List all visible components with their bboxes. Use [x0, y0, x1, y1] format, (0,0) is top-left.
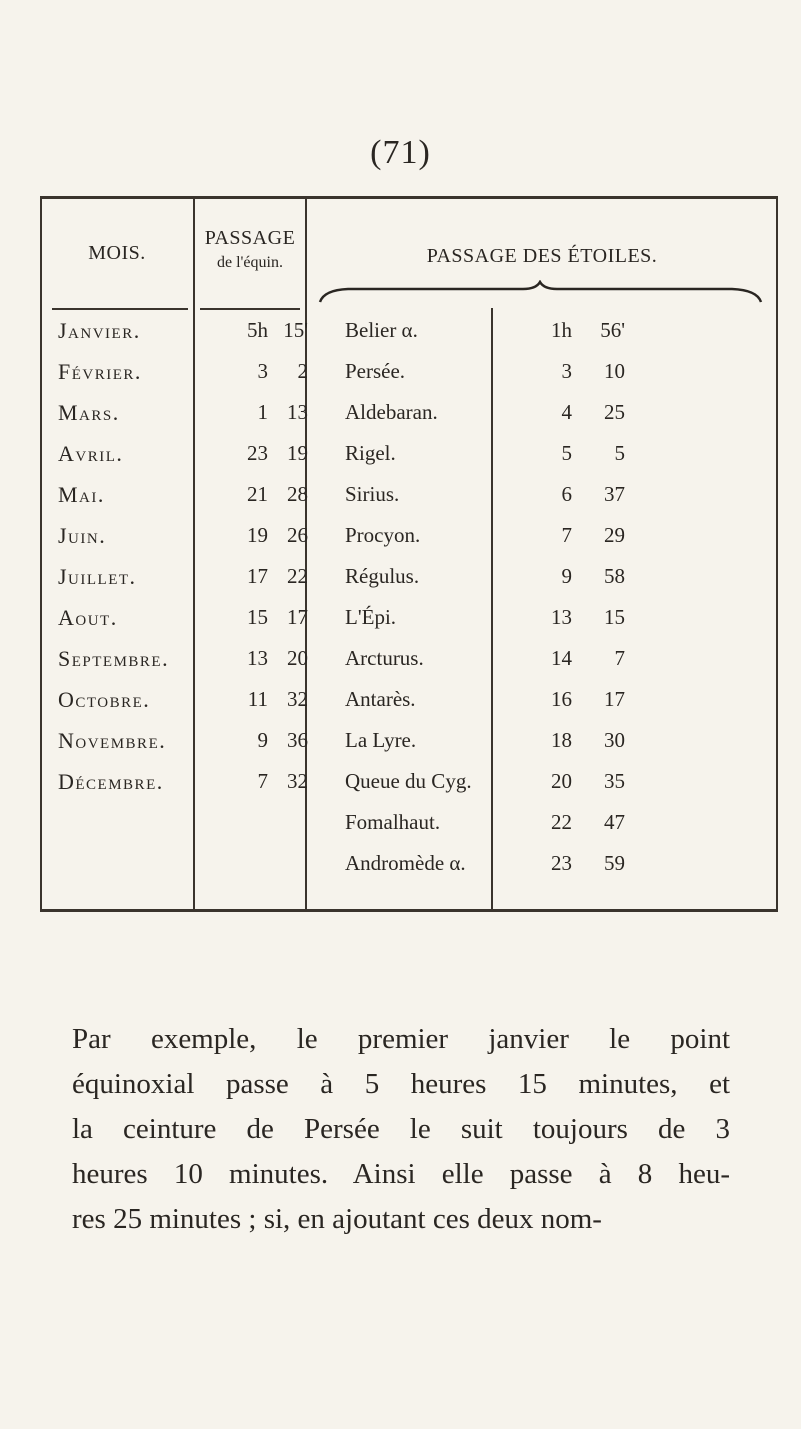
- month-cell: Décembre.: [58, 769, 164, 794]
- star-name-cell: Sirius.: [345, 482, 400, 506]
- equin-hours-cell: 5h: [247, 318, 268, 342]
- month-cell: Octobre.: [58, 687, 151, 712]
- star-minutes-cell: 17: [604, 687, 625, 711]
- star-name-cell: Antarès.: [345, 687, 416, 711]
- month-cell: Avril.: [58, 441, 124, 466]
- equin-minutes-cell: 17: [287, 605, 308, 629]
- month-cell: Mai.: [58, 482, 105, 507]
- star-name-cell: Régulus.: [345, 564, 420, 588]
- equin-hours-cell: 17: [247, 564, 268, 588]
- star-hours-cell: 1h: [551, 318, 572, 342]
- table-row: [0, 605, 801, 645]
- table-row: [0, 851, 801, 891]
- page-number: (71): [370, 134, 431, 171]
- star-minutes-cell: 47: [604, 810, 625, 834]
- star-minutes-cell: 58: [604, 564, 625, 588]
- star-minutes-cell: 29: [604, 523, 625, 547]
- equin-hours-cell: 15: [247, 605, 268, 629]
- month-cell: Juin.: [58, 523, 107, 548]
- star-name-cell: Fomalhaut.: [345, 810, 441, 834]
- star-minutes-cell: 30: [604, 728, 625, 752]
- month-cell: Aout.: [58, 605, 118, 630]
- star-name-cell: L'Épi.: [345, 605, 397, 629]
- star-name-cell: Rigel.: [345, 441, 396, 465]
- table-row: [0, 482, 801, 522]
- table-row: [0, 523, 801, 563]
- paragraph-line: Par exemple, le premier janvier le point: [72, 1023, 730, 1055]
- table-row: [0, 687, 801, 727]
- table-row: [0, 646, 801, 686]
- star-name-cell: Queue du Cyg.: [345, 769, 472, 793]
- star-hours-cell: 4: [561, 400, 572, 424]
- header-rule-equin: [200, 308, 300, 310]
- star-hours-cell: 9: [561, 564, 572, 588]
- equin-hours-cell: 21: [247, 482, 268, 506]
- header-mois: MOIS.: [88, 242, 146, 264]
- header-rule-mois: [52, 308, 188, 310]
- star-hours-cell: 23: [551, 851, 572, 875]
- star-hours-cell: 20: [551, 769, 572, 793]
- star-hours-cell: 7: [561, 523, 572, 547]
- equin-hours-cell: 23: [247, 441, 268, 465]
- star-name-cell: Procyon.: [345, 523, 421, 547]
- table-row: [0, 728, 801, 768]
- equin-hours-cell: 7: [257, 769, 268, 793]
- star-name-cell: Andromède α.: [345, 851, 466, 875]
- paragraph-line: la ceinture de Persée le suit toujours de 3: [72, 1113, 730, 1145]
- equin-minutes-cell: 19: [287, 441, 308, 465]
- table-row: [0, 810, 801, 850]
- equin-hours-cell: 11: [247, 687, 268, 711]
- equin-hours-cell: 19: [247, 523, 268, 547]
- star-name-cell: La Lyre.: [345, 728, 417, 752]
- star-minutes-cell: 25: [604, 400, 625, 424]
- table-row: [0, 441, 801, 481]
- star-hours-cell: 16: [551, 687, 572, 711]
- star-minutes-cell: 35: [604, 769, 625, 793]
- star-minutes-cell: 7: [614, 646, 625, 670]
- header-passage-etoiles: PASSAGE DES ÉTOILES.: [426, 245, 658, 267]
- paragraph-line: heures 10 minutes. Ainsi elle passe à 8 heu-: [72, 1158, 730, 1190]
- star-minutes-cell: 15: [604, 605, 625, 629]
- paragraph-line: res 25 minutes ; si, en ajoutant ces deux nom-: [72, 1203, 602, 1235]
- header-passage-equin-sub: de l'équin.: [217, 254, 283, 271]
- equin-hours-cell: 3: [257, 359, 268, 383]
- month-cell: Janvier.: [58, 318, 141, 343]
- equin-hours-cell: 13: [247, 646, 268, 670]
- table-row: [0, 359, 801, 399]
- month-cell: Juillet.: [58, 564, 137, 589]
- star-hours-cell: 22: [551, 810, 572, 834]
- header-brace: [318, 280, 763, 304]
- star-minutes-cell: 10: [604, 359, 625, 383]
- equin-minutes-cell: 22: [287, 564, 308, 588]
- equin-minutes-cell: 26: [287, 523, 308, 547]
- table-row: [0, 564, 801, 604]
- star-minutes-cell: 5: [614, 441, 625, 465]
- equin-minutes-cell: 32: [287, 687, 308, 711]
- equin-minutes-cell: 15': [283, 318, 308, 342]
- month-cell: Septembre.: [58, 646, 170, 671]
- body-paragraph: [72, 1017, 730, 1242]
- equin-minutes-cell: 36: [287, 728, 308, 752]
- table-row: [0, 769, 801, 809]
- table-row: [0, 400, 801, 440]
- month-cell: Mars.: [58, 400, 120, 425]
- star-name-cell: Arcturus.: [345, 646, 424, 670]
- equin-minutes-cell: 28: [287, 482, 308, 506]
- star-hours-cell: 14: [551, 646, 572, 670]
- equin-hours-cell: 9: [257, 728, 268, 752]
- star-name-cell: Aldebaran.: [345, 400, 438, 424]
- star-name-cell: Belier α.: [345, 318, 418, 342]
- equin-minutes-cell: 32: [287, 769, 308, 793]
- star-hours-cell: 6: [561, 482, 572, 506]
- paragraph-line: équinoxial passe à 5 heures 15 minutes, et: [72, 1068, 730, 1100]
- header-passage-equin: [195, 227, 305, 272]
- equin-minutes-cell: 13: [287, 400, 308, 424]
- star-hours-cell: 5: [561, 441, 572, 465]
- star-minutes-cell: 56': [600, 318, 625, 342]
- equin-minutes-cell: 2: [297, 359, 308, 383]
- equin-minutes-cell: 20: [287, 646, 308, 670]
- star-name-cell: Persée.: [345, 359, 406, 383]
- star-hours-cell: 3: [561, 359, 572, 383]
- month-cell: Novembre.: [58, 728, 167, 753]
- star-minutes-cell: 59: [604, 851, 625, 875]
- table-row: [0, 318, 801, 358]
- star-minutes-cell: 37: [604, 482, 625, 506]
- star-hours-cell: 13: [551, 605, 572, 629]
- star-hours-cell: 18: [551, 728, 572, 752]
- header-passage-equin-top: PASSAGE: [204, 227, 296, 249]
- equin-hours-cell: 1: [257, 400, 268, 424]
- month-cell: Février.: [58, 359, 142, 384]
